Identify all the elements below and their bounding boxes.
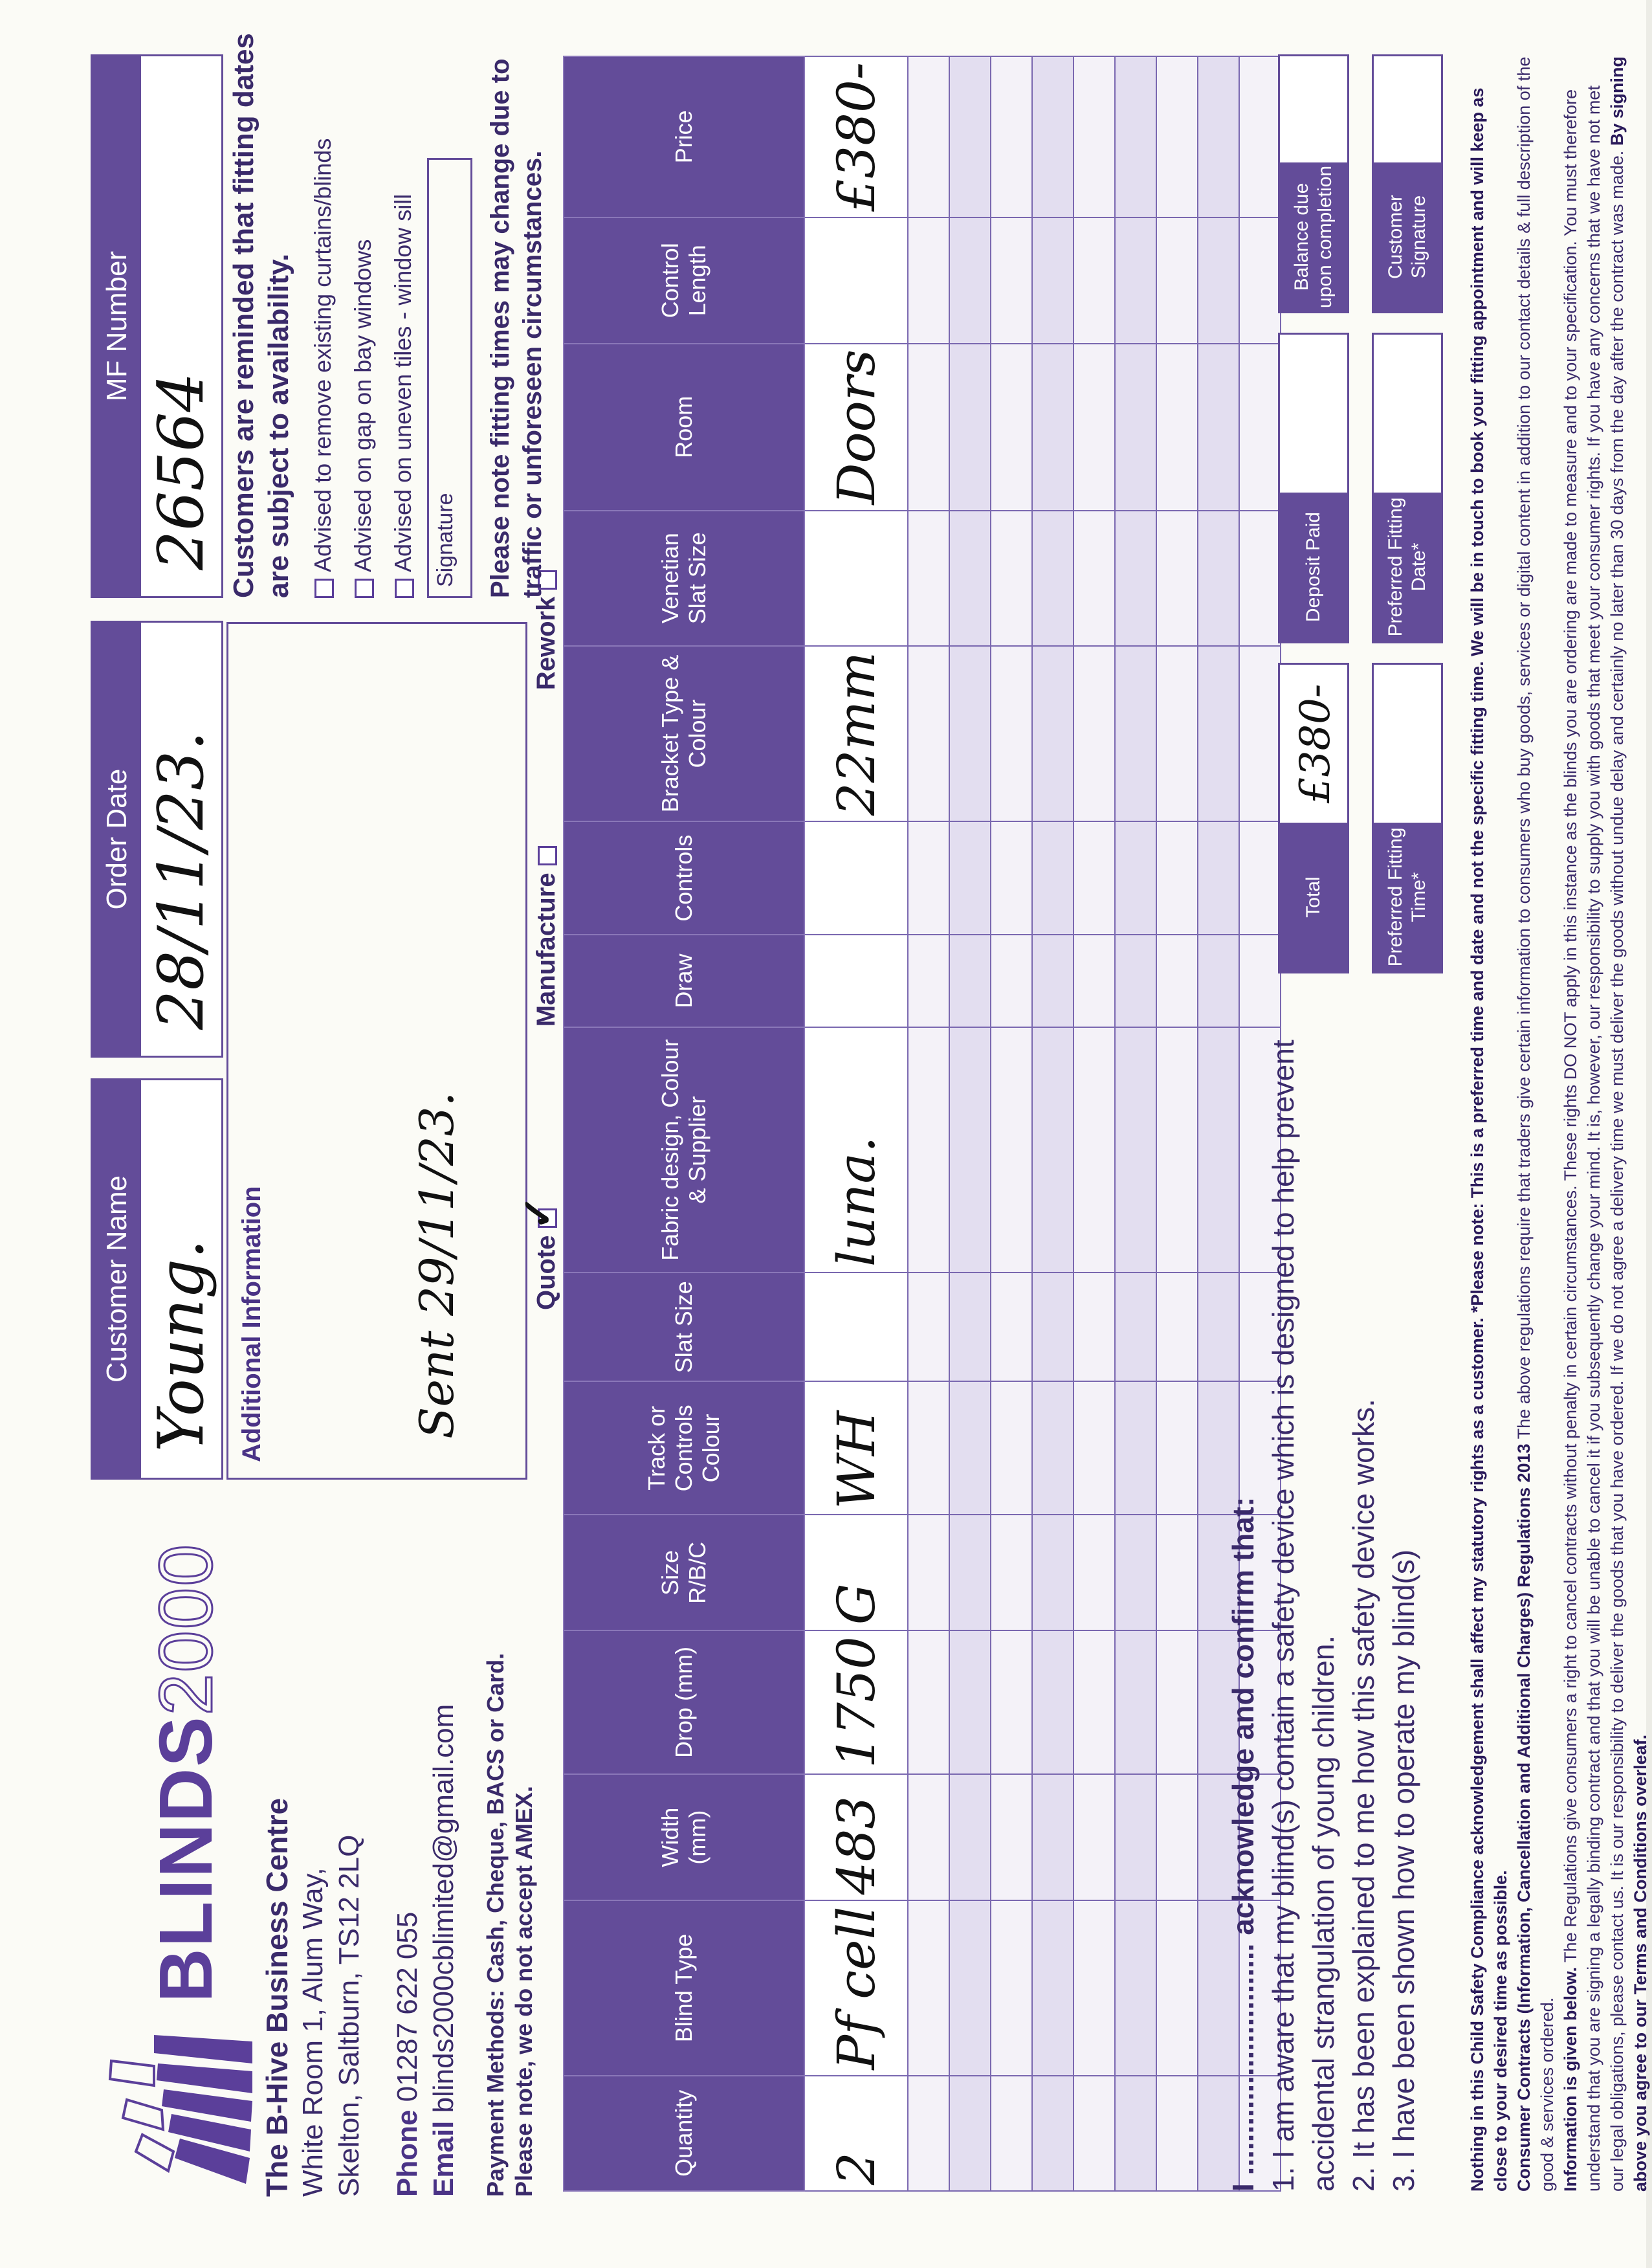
table-row[interactable]: [1156, 56, 1198, 2191]
col-header: Venetian Slat Size: [564, 511, 804, 646]
ack-line-2: 2. It has been explained to me how this safety device works.: [1347, 1399, 1380, 2192]
mf-number-value: 26564: [145, 372, 217, 570]
table-row[interactable]: [991, 56, 1032, 2191]
additional-info-title: Additional Information: [237, 1186, 266, 1462]
cell-quantity[interactable]: 2: [804, 2076, 908, 2191]
cell-blind-type[interactable]: Pf cell: [804, 1900, 908, 2075]
blinds-logo-icon: [97, 2003, 252, 2197]
brand-name-bold: BLINDS: [144, 1715, 228, 2003]
phone-number: 01287 622 055: [391, 1911, 423, 2102]
order-date-box[interactable]: [91, 621, 223, 1058]
deposit-box[interactable]: [1278, 333, 1349, 643]
order-date-label: Order Date: [93, 623, 141, 1056]
col-header: Width (mm): [564, 1774, 804, 1901]
table-row[interactable]: [1032, 56, 1074, 2191]
customer-name-box[interactable]: [91, 1078, 223, 1480]
amex-note: Please note, we do not accept AMEX.: [511, 1786, 537, 2197]
reminder-signature-label: Signature: [433, 493, 457, 587]
col-header: Control Length: [564, 217, 804, 344]
quote-checkbox[interactable]: [514, 1195, 563, 1230]
order-date-value: 28/11/23.: [145, 731, 217, 1030]
table-header-row: [564, 56, 804, 2191]
col-header: Slat Size: [564, 1273, 804, 1381]
additional-info-note: Sent 29/11/23.: [410, 1091, 464, 1439]
additional-info-box[interactable]: [226, 622, 527, 1480]
customer-signature-box[interactable]: [1372, 54, 1443, 313]
col-header: Track or Controls Colour: [564, 1381, 804, 1515]
bay-gap-label: Advised on gap on bay windows: [349, 239, 376, 572]
cell-fabric[interactable]: luna.: [804, 1027, 908, 1273]
preferred-time-value: [1374, 665, 1441, 823]
cell-room[interactable]: Doors: [804, 344, 908, 511]
uneven-tiles-checkbox[interactable]: [395, 579, 414, 598]
cell-venetian-slat[interactable]: [804, 511, 908, 646]
phone-label: Phone: [391, 2109, 423, 2197]
col-header: Controls: [564, 821, 804, 935]
ack-line-3: 3. I have been shown how to operate my blind(s): [1387, 1549, 1420, 2192]
ack-line-1: 1. I am aware that my blind(s) contain a safety device which is designed to help prevent accidental strangulation of young children.: [1266, 1040, 1340, 2192]
address-line-1: White Room 1, Alum Way,: [297, 1867, 329, 2197]
preferred-time-note: *Please note: This is a preferred time and date and not the specific fitting time. We will be in touch to book your fitting appointment and will keep as close to your desired time as possible.: [1468, 87, 1510, 2192]
table-row[interactable]: [949, 56, 991, 2191]
bay-gap-checkbox[interactable]: [355, 579, 374, 598]
rework-label: Rework: [532, 596, 560, 691]
status-options: [514, 564, 563, 1310]
reminders-block: [226, 16, 549, 598]
brand-name: [142, 1543, 229, 2003]
quote-check-mark: ✓: [514, 1195, 563, 1230]
table-row[interactable]: [804, 56, 908, 2191]
regulations-title: Consumer Contracts (Information, Cancellation and Additional Charges) Regulations 2013: [1514, 1443, 1534, 2192]
table-row[interactable]: [1115, 56, 1156, 2191]
col-header: Bracket Type & Colour: [564, 646, 804, 822]
traffic-note: Please note fitting times may change due to traffic or unforeseen circumstances.: [486, 58, 547, 598]
quote-label: Quote: [532, 1235, 560, 1310]
email-address: blinds2000cblimited@gmail.com: [428, 1704, 459, 2113]
order-table-wrap: [563, 56, 1217, 2192]
total-label: Total: [1280, 823, 1347, 972]
deposit-label: Deposit Paid: [1280, 493, 1347, 641]
statutory-rights-note: Nothing in this Child Safety Compliance acknowledgement shall affect my statutory rights as a customer.: [1468, 1317, 1487, 2192]
fine-print: [1466, 56, 1652, 2192]
cell-drop[interactable]: 1750: [804, 1630, 908, 1774]
preferred-time-label: Preferred Fitting Time*: [1374, 823, 1441, 972]
contact-block: [259, 1498, 538, 2197]
deposit-value: [1280, 335, 1347, 493]
reminder-signature-box[interactable]: [427, 158, 472, 598]
col-header: Price: [564, 56, 804, 217]
balance-value: [1280, 56, 1347, 162]
acknowledgement-block: [1223, 962, 1424, 2192]
cell-width[interactable]: 483: [804, 1774, 908, 1901]
customer-signature-value: [1374, 56, 1441, 162]
ack-lead: I ............................ acknowledge and confirm that:: [1226, 1496, 1260, 2192]
terms-agreement: By signing above you agree to our Terms and Conditions overleaf.: [1607, 56, 1650, 2192]
uneven-tiles-label: Advised on uneven tiles - window sill: [390, 194, 416, 572]
email-label: Email: [428, 2120, 459, 2197]
customer-name-label: Customer Name: [93, 1080, 141, 1478]
business-name: The B-Hive Business Centre: [260, 1797, 294, 2197]
col-header: Draw: [564, 935, 804, 1027]
cell-controls[interactable]: [804, 821, 908, 935]
regulations-text: The above regulations require that traders give certain information to consumers who buy goods, services or digital content in addition to our contact details & full description of the good & services ordered.: [1514, 56, 1557, 2192]
cell-price[interactable]: £380-: [804, 56, 908, 217]
cell-slat-size[interactable]: [804, 1273, 908, 1381]
mf-number-box[interactable]: [91, 54, 223, 598]
total-value: £380-: [1292, 684, 1339, 803]
total-box[interactable]: [1278, 663, 1349, 973]
manufacture-checkbox[interactable]: [538, 846, 557, 865]
cell-draw[interactable]: [804, 935, 908, 1027]
cell-track-colour[interactable]: WH: [804, 1381, 908, 1515]
remove-curtains-checkbox[interactable]: [314, 579, 334, 598]
preferred-date-box[interactable]: [1372, 333, 1443, 643]
balance-label: Balance due upon completion: [1280, 162, 1347, 311]
col-header: Fabric design, Colour & Supplier: [564, 1027, 804, 1273]
fitting-availability-note: Customers are reminded that fitting dates are subject to availability.: [228, 33, 294, 598]
col-header: Room: [564, 344, 804, 511]
balance-box[interactable]: [1278, 54, 1349, 313]
brand-name-light: 2000: [144, 1543, 228, 1716]
cell-control-length[interactable]: [804, 217, 908, 344]
manufacture-label: Manufacture: [532, 873, 560, 1027]
address-line-2: Skelton, Saltburn, TS12 2LQ: [333, 1834, 365, 2197]
cell-size-rbc[interactable]: G: [804, 1515, 908, 1630]
customer-name-value: Young.: [145, 1239, 217, 1452]
preferred-time-box[interactable]: [1372, 663, 1443, 973]
preferred-date-label: Preferred Fitting Date*: [1374, 493, 1441, 641]
cell-bracket[interactable]: 22mm: [804, 646, 908, 822]
customer-signature-label: Customer Signature: [1374, 162, 1441, 311]
cancellation-rights-text: The Regulations give consumers a right to cancel contracts without penalty in certain circumstances. These rights DO NOT apply in this instance as the blinds you are ordering are made to measure and to your specification. You must therefore understand that you are signing a legally binding contract and that you will be unable to cancel it if you subsequently change your mind. It is, however, our responsibility to supply you with goods that meet your consumer rights. If you have any concerns that we have not met our legal obligations, please contact us. It is our responsibility to deliver the goods that you have ordered. If we do not agree a delivery time we must deliver the goods without undue delay and certainly no later than 30 days from the day after the contract was made.: [1561, 85, 1627, 2192]
remove-curtains-label: Advised to remove existing curtains/blinds: [309, 138, 336, 572]
order-table: [563, 56, 1281, 2192]
information-given-label: Information is given below.: [1561, 1966, 1580, 2192]
mf-number-label: MF Number: [93, 56, 141, 596]
col-header: Blind Type: [564, 1900, 804, 2075]
table-row[interactable]: [908, 56, 949, 2191]
payment-methods: Payment Methods: Cash, Cheque, BACS or Card.: [482, 1652, 509, 2197]
col-header: Quantity: [564, 2076, 804, 2191]
preferred-date-value: [1374, 335, 1441, 493]
col-header: Size R/B/C: [564, 1515, 804, 1630]
col-header: Drop (mm): [564, 1630, 804, 1774]
table-row[interactable]: [1074, 56, 1115, 2191]
